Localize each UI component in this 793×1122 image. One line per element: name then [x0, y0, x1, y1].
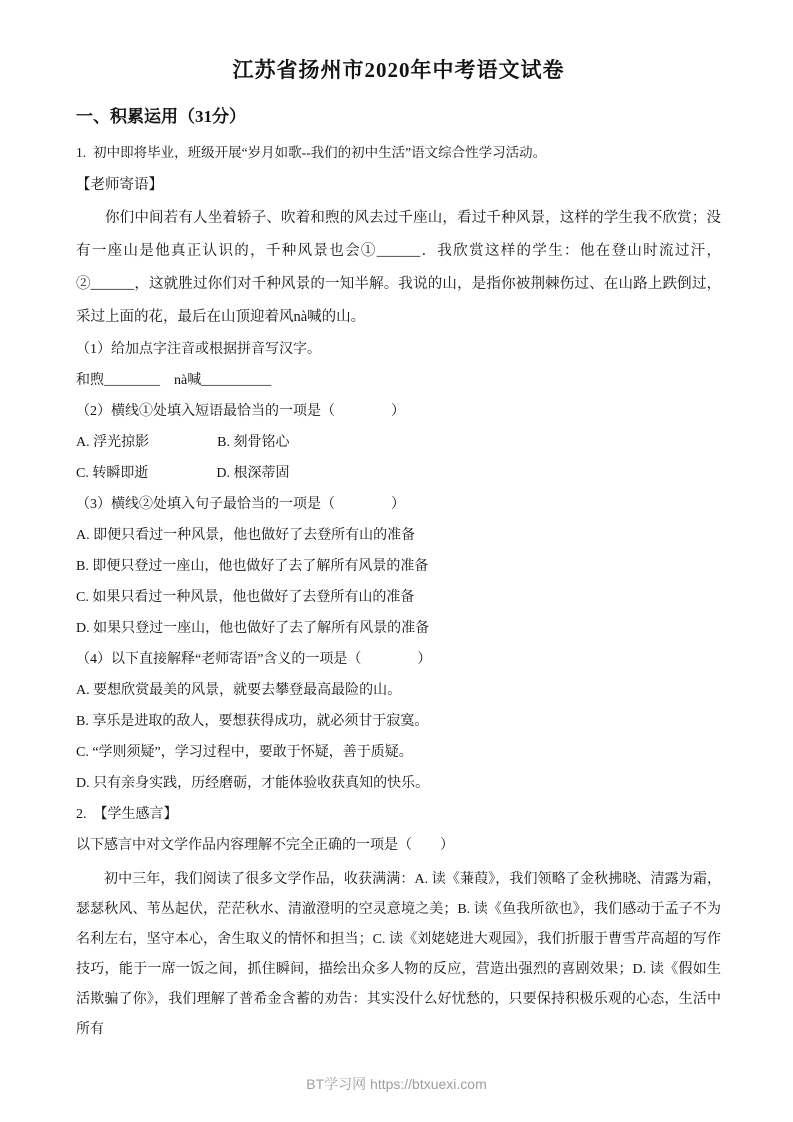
subquestion2-options-row1 — [76, 427, 721, 458]
section1-heading: 一、积累运用（31分） — [76, 107, 246, 126]
watermark-footer: BT学习网 https://btxuexi.com — [306, 1076, 487, 1092]
subquestion3-option-b: B. 即便只登过一座山，他也做好了去了解所有风景的准备 — [76, 559, 429, 574]
subquestion4-option-a: A. 要想欣赏最美的风景，就要去攀登最高最险的山。 — [76, 683, 402, 698]
subquestion2-prompt: （2）横线①处填入短语最恰当的一项是（ ） — [76, 404, 405, 419]
question1-intro-line — [76, 138, 721, 168]
pinyin-blank-hexu: 和煦________ — [76, 373, 160, 388]
student-remarks-label: 【学生感言】 — [93, 807, 178, 822]
subquestion3-option-d: D. 如果只登过一座山，他也做好了去了解所有风景的准备 — [76, 621, 430, 636]
subquestion4-prompt: （4）以下直接解释“老师寄语”含义的一项是（ ） — [76, 652, 432, 667]
teacher-message-paragraph: 你们中间若有人坐着轿子、吹着和煦的风去过千座山，看过千种风景，这样的学生我不欣赏；没有一座山是他真正认识的，千种风景也会①______．我欣赏这样的学生：他在登山时流过汗，②______，这就胜过你们对千种风景的一知半解。我说的山，是指你被荆棘伤过、在山路上跌倒过，采过上面的花，最后在山顶迎着风nà喊的山。 — [76, 210, 721, 325]
question2-heading-line — [76, 799, 721, 830]
question2-prompt: 以下感言中对文学作品内容理解不完全正确的一项是（ ） — [76, 838, 454, 853]
subquestion3-option-a: A. 即便只看过一种风景，他也做好了去登所有山的准备 — [76, 528, 416, 543]
question1-number: 1. — [76, 145, 87, 160]
question2-number: 2. — [76, 807, 87, 822]
subquestion3-prompt: （3）横线②处填入句子最恰当的一项是（ ） — [76, 497, 405, 512]
subquestion1-prompt: （1）给加点字注音或根据拼音写汉字。 — [76, 342, 321, 357]
pinyin-blank-nahan: nà喊__________ — [174, 373, 272, 388]
subquestion2-options-row2 — [76, 458, 721, 489]
subquestion4-option-b: B. 享乐是进取的敌人，要想获得成功，就必须甘于寂寞。 — [76, 714, 429, 729]
teacher-message-label: 【老师寄语】 — [76, 177, 163, 193]
subquestion2-option-a: A. 浮光掠影 — [76, 435, 150, 450]
subquestion4-option-d: D. 只有亲身实践，历经磨砺，才能体验收获真知的快乐。 — [76, 776, 430, 791]
question2-paragraph: 初中三年，我们阅读了很多文学作品，收获满满：A. 读《蒹葭》，我们领略了金秋拂晓、清露为霜，瑟瑟秋风、苇丛起伏，茫茫秋水、清澈澄明的空灵意境之美；B. 读《鱼我所欲也》，我们感动于孟子不为名利左右，坚守本心，舍生取义的情怀和担当；C. 读《刘姥姥进大观园》，我们折服于曹雪芹高超的写作技巧，能于一席一饭之间，抓住瞬间，描绘出众多人物的反应，营造出强烈的喜剧效果；D. 读《假如生活欺骗了你》，我们理解了普希金含蓄的劝告：其实没什么好忧愁的，只要保持积极乐观的心态，生活中所有 — [76, 872, 721, 1037]
subquestion1-blanks — [76, 365, 721, 396]
question1-intro-text: 初中即将毕业，班级开展“岁月如歌--我们的初中生活”语文综合性学习活动。 — [93, 145, 547, 160]
subquestion2-option-d: D. 根深蒂固 — [216, 466, 290, 481]
document-title: 江苏省扬州市2020年中考语文试卷 — [232, 58, 565, 82]
subquestion2-option-c: C. 转瞬即逝 — [76, 466, 149, 481]
subquestion2-option-b: B. 刻骨铭心 — [217, 435, 290, 450]
subquestion4-option-c: C. “学则须疑”，学习过程中，要敢于怀疑，善于质疑。 — [76, 745, 413, 760]
subquestion3-option-c: C. 如果只看过一种风景，他也做好了去登所有山的准备 — [76, 590, 415, 605]
